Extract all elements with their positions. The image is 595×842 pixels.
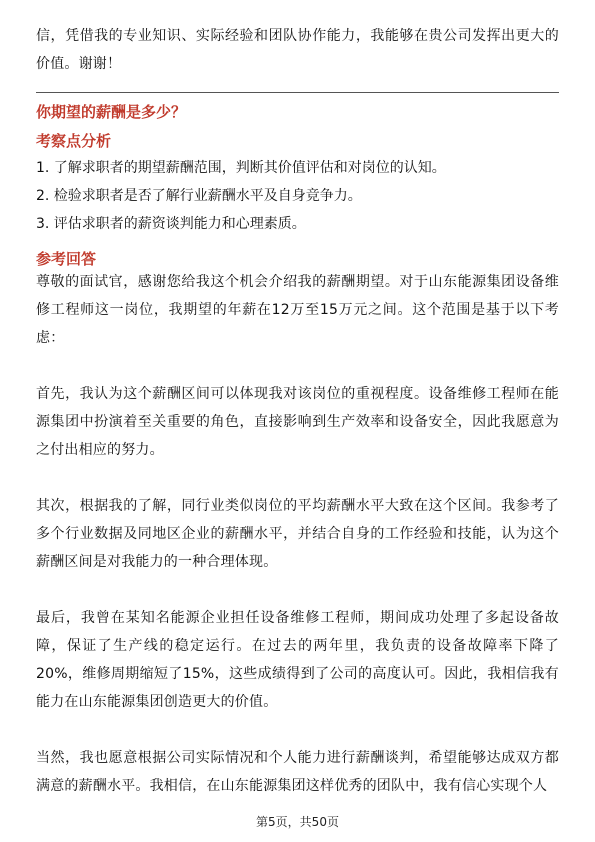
answer-paragraph: 最后，我曾在某知名能源企业担任设备维修工程师，期间成功处理了多起设备故障，保证了生产线的稳定运行。在过去的两年里，我负责的设备故障率下降了20%，维修周期缩短了15%，这些成绩得到了公司的高度认可。因此，我相信我有能力在山东能源集团创造更大的价值。 [36,610,559,710]
question-heading: 你期望的薪酬是多少？ [36,103,187,121]
answer-paragraph: 其次，根据我的了解，同行业类似岗位的平均薪酬水平大致在这个区间。我参考了多个行业数据及同地区企业的薪酬水平，并结合自身的工作经验和技能，认为这个薪酬区间是对我能力的一种合理体现。 [36,498,559,570]
answer-title: 参考回答 [36,250,97,268]
analysis-point: 3. 评估求职者的薪资谈判能力和心理素质。 [36,216,306,232]
analysis-point: 1. 了解求职者的期望薪酬范围，判断其价值评估和对岗位的认知。 [36,160,446,176]
analysis-point: 2. 检验求职者是否了解行业薪酬水平及自身竞争力。 [36,188,362,204]
answer-paragraph: 首先，我认为这个薪酬区间可以体现我对该岗位的重视程度。设备维修工程师在能源集团中扮演着至关重要的角色，直接影响到生产效率和设备安全，因此我愿意为之付出相应的努力。 [36,386,559,458]
page-number-footer: 第5页，共50页 [256,815,339,829]
answer-body [36,268,559,828]
section-divider [36,92,559,93]
intro-paragraph: 信，凭借我的专业知识、实际经验和团队协作能力，我能够在贵公司发挥出更大的价值。谢谢！ [36,28,559,72]
answer-paragraph: 当然，我也愿意根据公司实际情况和个人能力进行薪酬谈判，希望能够达成双方都满意的薪酬水平。我相信，在山东能源集团这样优秀的团队中，我有信心实现个人 [36,750,559,794]
analysis-list [36,154,559,238]
answer-paragraph: 尊敬的面试官，感谢您给我这个机会介绍我的薪酬期望。对于山东能源集团设备维修工程师这一岗位，我期望的年薪在12万至15万元之间。这个范围是基于以下考虑： [36,274,559,346]
analysis-title: 考察点分析 [36,132,112,150]
